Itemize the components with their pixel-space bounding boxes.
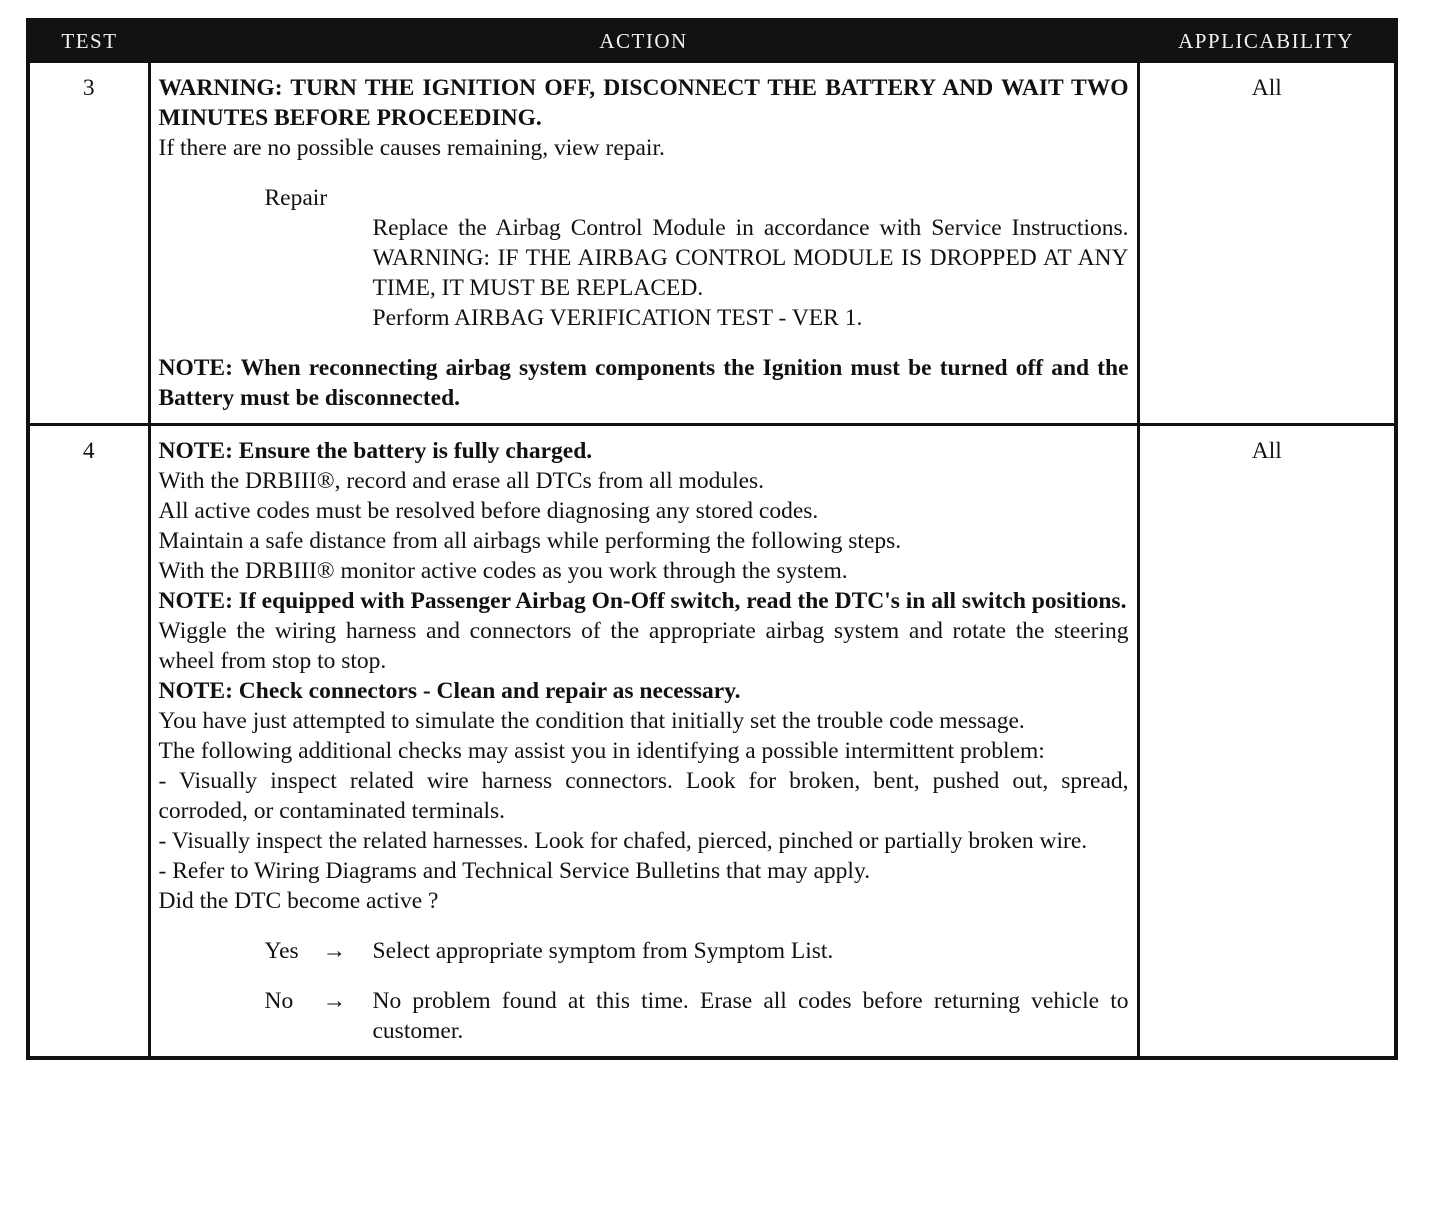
action-cell xyxy=(149,62,1138,425)
action-line: NOTE: Check connectors - Clean and repair as necessary. xyxy=(158,678,741,704)
action-line: Did the DTC become active ? xyxy=(158,888,439,914)
repair-line: Replace the Airbag Control Module in accordance with Service Instructions. WARNING: IF THE AIRBAG CONTROL MODULE IS DROPPED AT ANY TIME, IT MUST BE REPLACED. xyxy=(372,215,1129,301)
action-line: - Visually inspect related wire harness connectors. Look for broken, bent, pushed out, spread, corroded, or contaminated terminals. xyxy=(158,768,1129,824)
table-row xyxy=(28,425,1396,1059)
header-test: TEST xyxy=(28,20,149,62)
action-line: You have just attempted to simulate the condition that initially set the trouble code message. xyxy=(158,708,1025,734)
repair-line: Perform AIRBAG VERIFICATION TEST - VER 1. xyxy=(372,305,863,331)
test-number: 3 xyxy=(28,62,149,425)
action-line: NOTE: If equipped with Passenger Airbag On-Off switch, read the DTC's in all switch positions. xyxy=(158,588,1127,614)
action-cell xyxy=(149,425,1138,1059)
right-arrow-icon: → xyxy=(322,938,346,964)
option-text: Select appropriate symptom from Symptom List. xyxy=(372,938,834,964)
note-text: NOTE: When reconnecting airbag system components the Ignition must be turned off and the Battery must be disconnected. xyxy=(158,355,1129,411)
option-label: No xyxy=(264,988,294,1014)
option-label: Yes xyxy=(264,938,299,964)
action-line: Wiggle the wiring harness and connectors of the appropriate airbag system and rotate the steering wheel from stop to stop. xyxy=(158,618,1129,674)
diagnostic-document xyxy=(26,18,1394,1060)
action-line: - Refer to Wiring Diagrams and Technical Service Bulletins that may apply. xyxy=(158,858,871,884)
table-header xyxy=(28,20,1396,62)
action-line: NOTE: Ensure the battery is fully charged. xyxy=(158,438,593,464)
option-no xyxy=(265,986,1129,1046)
right-arrow-icon: → xyxy=(322,988,346,1014)
action-line: - Visually inspect the related harnesses. Look for chafed, pierced, pinched or partially broken wire. xyxy=(158,828,1088,854)
test-number: 4 xyxy=(28,425,149,1059)
header-applicability: APPLICABILITY xyxy=(1138,20,1396,62)
action-line: If there are no possible causes remaining, view repair. xyxy=(158,135,665,161)
diagnostic-table xyxy=(26,18,1398,1060)
action-line: Maintain a safe distance from all airbags while performing the following steps. xyxy=(158,528,902,554)
applicability-value: All xyxy=(1138,425,1396,1059)
table-row xyxy=(28,62,1396,425)
applicability-value: All xyxy=(1138,62,1396,425)
action-line: The following additional checks may assist you in identifying a possible intermittent problem: xyxy=(158,738,1045,764)
action-line: All active codes must be resolved before diagnosing any stored codes. xyxy=(158,498,819,524)
action-line: With the DRBIII® monitor active codes as you work through the system. xyxy=(158,558,848,584)
warning-text: WARNING: TURN THE IGNITION OFF, DISCONNECT THE BATTERY AND WAIT TWO MINUTES BEFORE PROCEEDING. xyxy=(158,75,1129,131)
action-line: With the DRBIII®, record and erase all DTCs from all modules. xyxy=(158,468,765,494)
repair-label: Repair xyxy=(264,185,328,211)
header-action: ACTION xyxy=(149,20,1138,62)
option-yes xyxy=(265,936,1129,966)
option-text: No problem found at this time. Erase all codes before returning vehicle to customer. xyxy=(372,988,1129,1044)
